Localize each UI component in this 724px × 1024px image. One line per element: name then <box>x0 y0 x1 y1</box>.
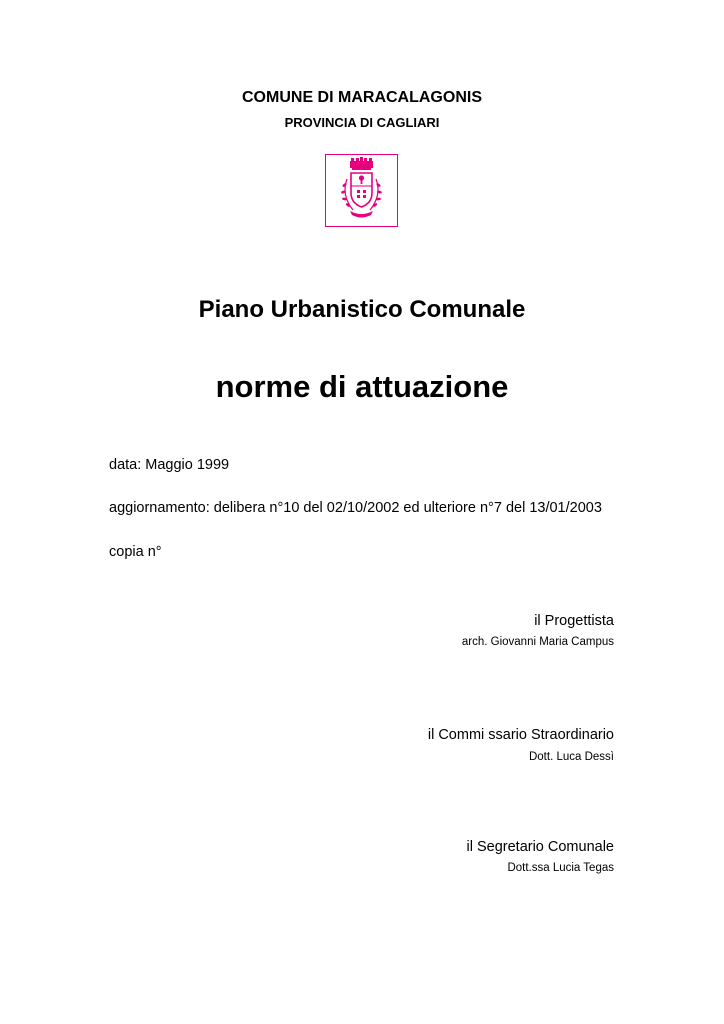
secretary-name: Dott.ssa Lucia Tegas <box>507 862 614 874</box>
document-title: norme di attuazione <box>215 369 509 404</box>
designer-name: arch. Giovanni Maria Campus <box>461 636 614 648</box>
municipal-coat-of-arms-icon <box>326 155 397 226</box>
province-name: PROVINCIA DI CAGLIARI <box>284 115 440 130</box>
coat-of-arms-frame <box>325 154 398 227</box>
plan-title: Piano Urbanistico Comunale <box>198 296 526 323</box>
copy-number-line: copia n° <box>109 544 162 560</box>
date-line: data: Maggio 1999 <box>109 457 230 473</box>
municipality-name: COMUNE DI MARACALAGONIS <box>242 89 482 106</box>
secretary-role: il Segretario Comunale <box>466 839 614 855</box>
update-line: aggiornamento: delibera n°10 del 02/10/2002 ed ulteriore n°7 del 13/01/2003 <box>109 500 602 516</box>
designer-role: il Progettista <box>534 613 614 629</box>
commissioner-role: il Commi ssario Straordinario <box>427 727 614 743</box>
commissioner-name: Dott. Luca Dessì <box>528 751 614 763</box>
